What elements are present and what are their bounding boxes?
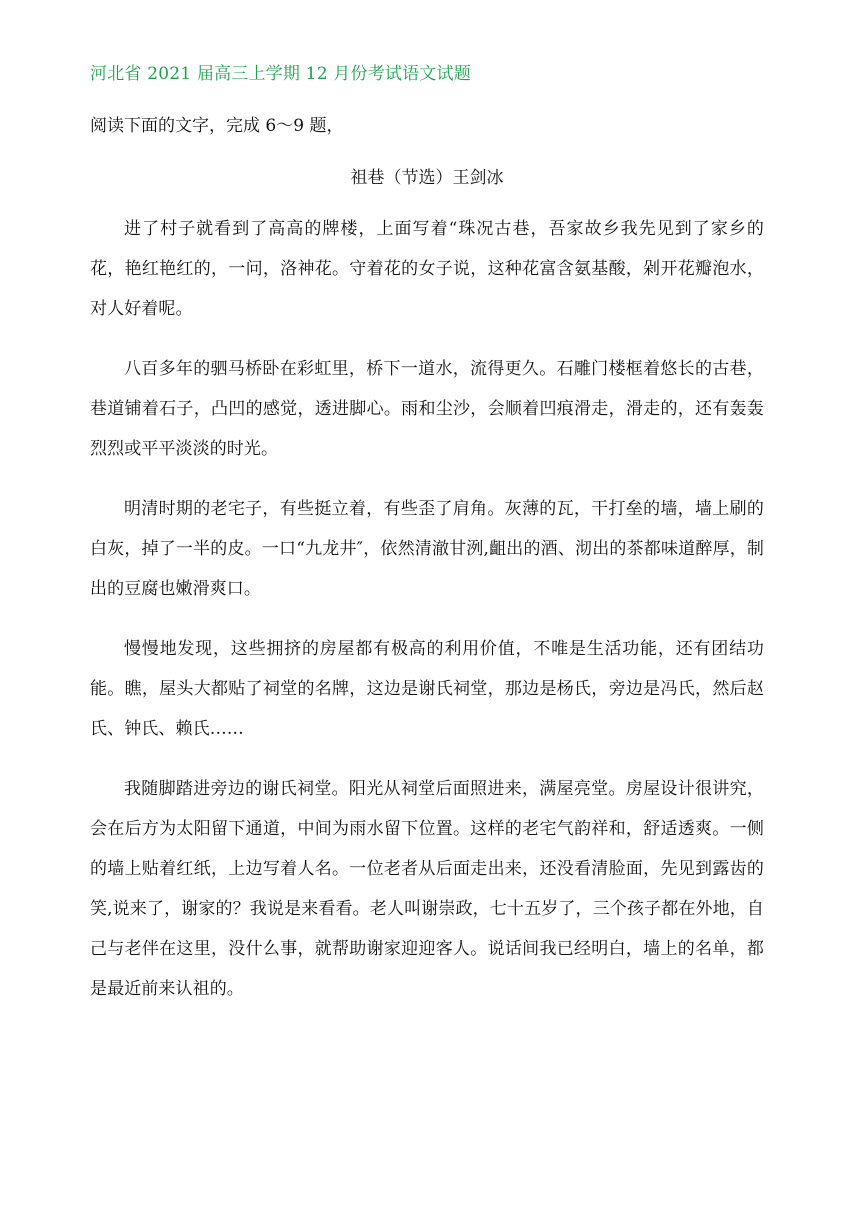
paragraph-xie-ancestral-hall: 我随脚踏进旁边的谢氏祠堂。阳光从祠堂后面照进来，满屋亮堂。房屋设计很讲究，会在后方为太阳留下通道，中间为雨水留下位置。这样的老宅气韵祥和，舒适透爽。一侧的墙上贴着红纸，上边写着人名。一位老者从后面走出来，还没看清脸面，先见到露齿的笑,说来了，谢家的？我说是来看看。老人叫谢崇政，七十五岁了，三个孩子都在外地，自己与老伴在这里，没什么事，就帮助谢家迎迎客人。说话间我已经明白，墙上的名单，都是最近前来认祖的。 xyxy=(90,779,764,999)
paragraph-old-houses: 明清时期的老宅子，有些挺立着，有些歪了肩角。灰薄的瓦，干打垒的墙，墙上刷的白灰，掉了一半的皮。一口“九龙井″，依然清澈甘洌,齟出的酒、沏出的茶都味道醉厚，制出的豆腐也嫩滑爽口。 xyxy=(90,499,764,599)
paragraph-archway: 进了村子就看到了高高的牌楼，上面写着“珠况古巷，吾家故乡我先见到了家乡的花，艳红艳红的，一问，洛神花。守着花的女子说，这种花富含氨基酸，剁开花瓣泡水，对人好着呢。 xyxy=(90,219,764,319)
article-title: 祖巷（节选）王剑冰 xyxy=(350,168,504,188)
exam-header: 河北省 2021 届高三上学期 12 月份考试语文试题 xyxy=(90,64,471,84)
reading-instruction: 阅读下面的文字，完成 6～9 题， xyxy=(90,116,344,136)
paragraph-bridge: 八百多年的驷马桥卧在彩虹里，桥下一道水，流得更久。石雕门楼框着悠长的古巷，巷道铺着石子，凸凹的感觉，透进脚心。雨和尘沙，会顺着凹痕滑走，滑走的，还有轰轰烈烈或平平淡淡的时光。 xyxy=(90,359,764,459)
paragraph-ancestral-halls: 慢慢地发现，这些拥挤的房屋都有极高的利用价值，不唯是生活功能，还有团结功能。瞧，屋头大都贴了祠堂的名牌，这边是谢氏祠堂，那边是杨氏，旁边是冯氏，然后赵氏、钟氏、赖氏…… xyxy=(90,639,764,739)
article-body xyxy=(90,209,764,1009)
